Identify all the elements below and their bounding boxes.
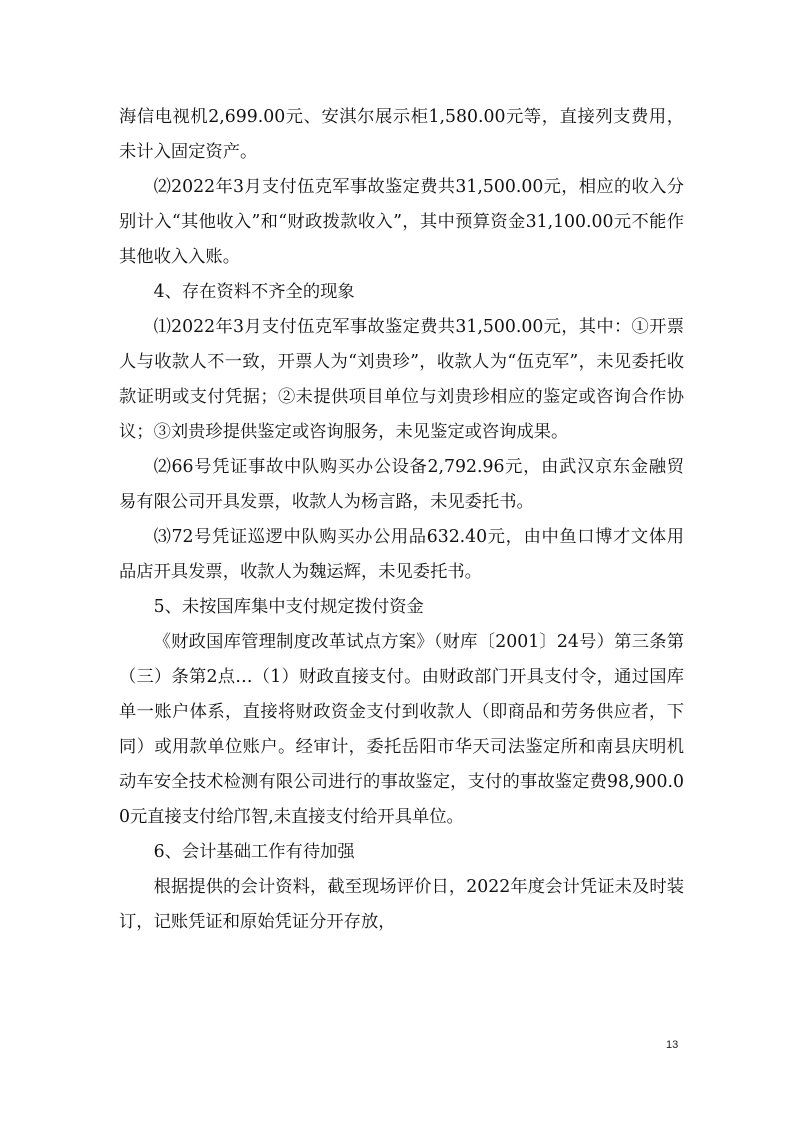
section-heading-5: 5、未按国库集中支付规定拨付资金 [153,597,424,617]
paragraph-continuation: 海信电视机2,699.00元、安淇尔展示柜1,580.00元等，直接列支费用，未计入固定资产。 [119,107,684,162]
body-text [119,100,684,940]
paragraph-item-1-appraisal: ⑴2022年3月支付伍克军事故鉴定费共31,500.00元，其中：①开票人与收款人不一致，开票人为“刘贵珍”，收款人为“伍克军”，未见委托收款证明或支付凭据；②未提供项目单位与刘贵珍相应的鉴定或咨询合作协议；③刘贵珍提供鉴定或咨询服务，未见鉴定或咨询成果。 [119,317,684,442]
paragraph-item-2-income: ⑵2022年3月支付伍克军事故鉴定费共31,500.00元，相应的收入分别计入“其他收入”和“财政拨款收入”，其中预算资金31,100.00元不能作其他收入入账。 [119,177,684,267]
section-heading-6: 6、会计基础工作有待加强 [153,842,355,862]
section-heading-4: 4、存在资料不齐全的现象 [153,282,355,302]
paragraph-item-3-voucher-72: ⑶72号凭证巡逻中队购买办公用品632.40元，由中鱼口博才文体用品店开具发票，收款人为魏运辉，未见委托书。 [119,527,684,582]
paragraph-treasury: 《财政国库管理制度改革试点方案》（财库〔2001〕24号）第三条第（三）条第2点…（1）财政直接支付。由财政部门开具支付令，通过国库单一账户体系，直接将财政资金支付到收款人（即商品和劳务供应者，下同）或用款单位账户。经审计，委托岳阳市华天司法鉴定所和南县庆明机动车安全技术检测有限公司进行的事故鉴定，支付的事故鉴定费98,900.00元直接支付给邝智,未直接支付给开具单位。 [119,632,684,827]
paragraph-item-2-voucher-66: ⑵66号凭证事故中队购买办公设备2,792.96元，由武汉京东金融贸易有限公司开具发票，收款人为杨言路，未见委托书。 [119,457,684,512]
paragraph-accounting: 根据提供的会计资料，截至现场评价日，2022年度会计凭证未及时装订，记账凭证和原始凭证分开存放， [119,877,684,932]
page-number: 13 [666,1039,679,1051]
